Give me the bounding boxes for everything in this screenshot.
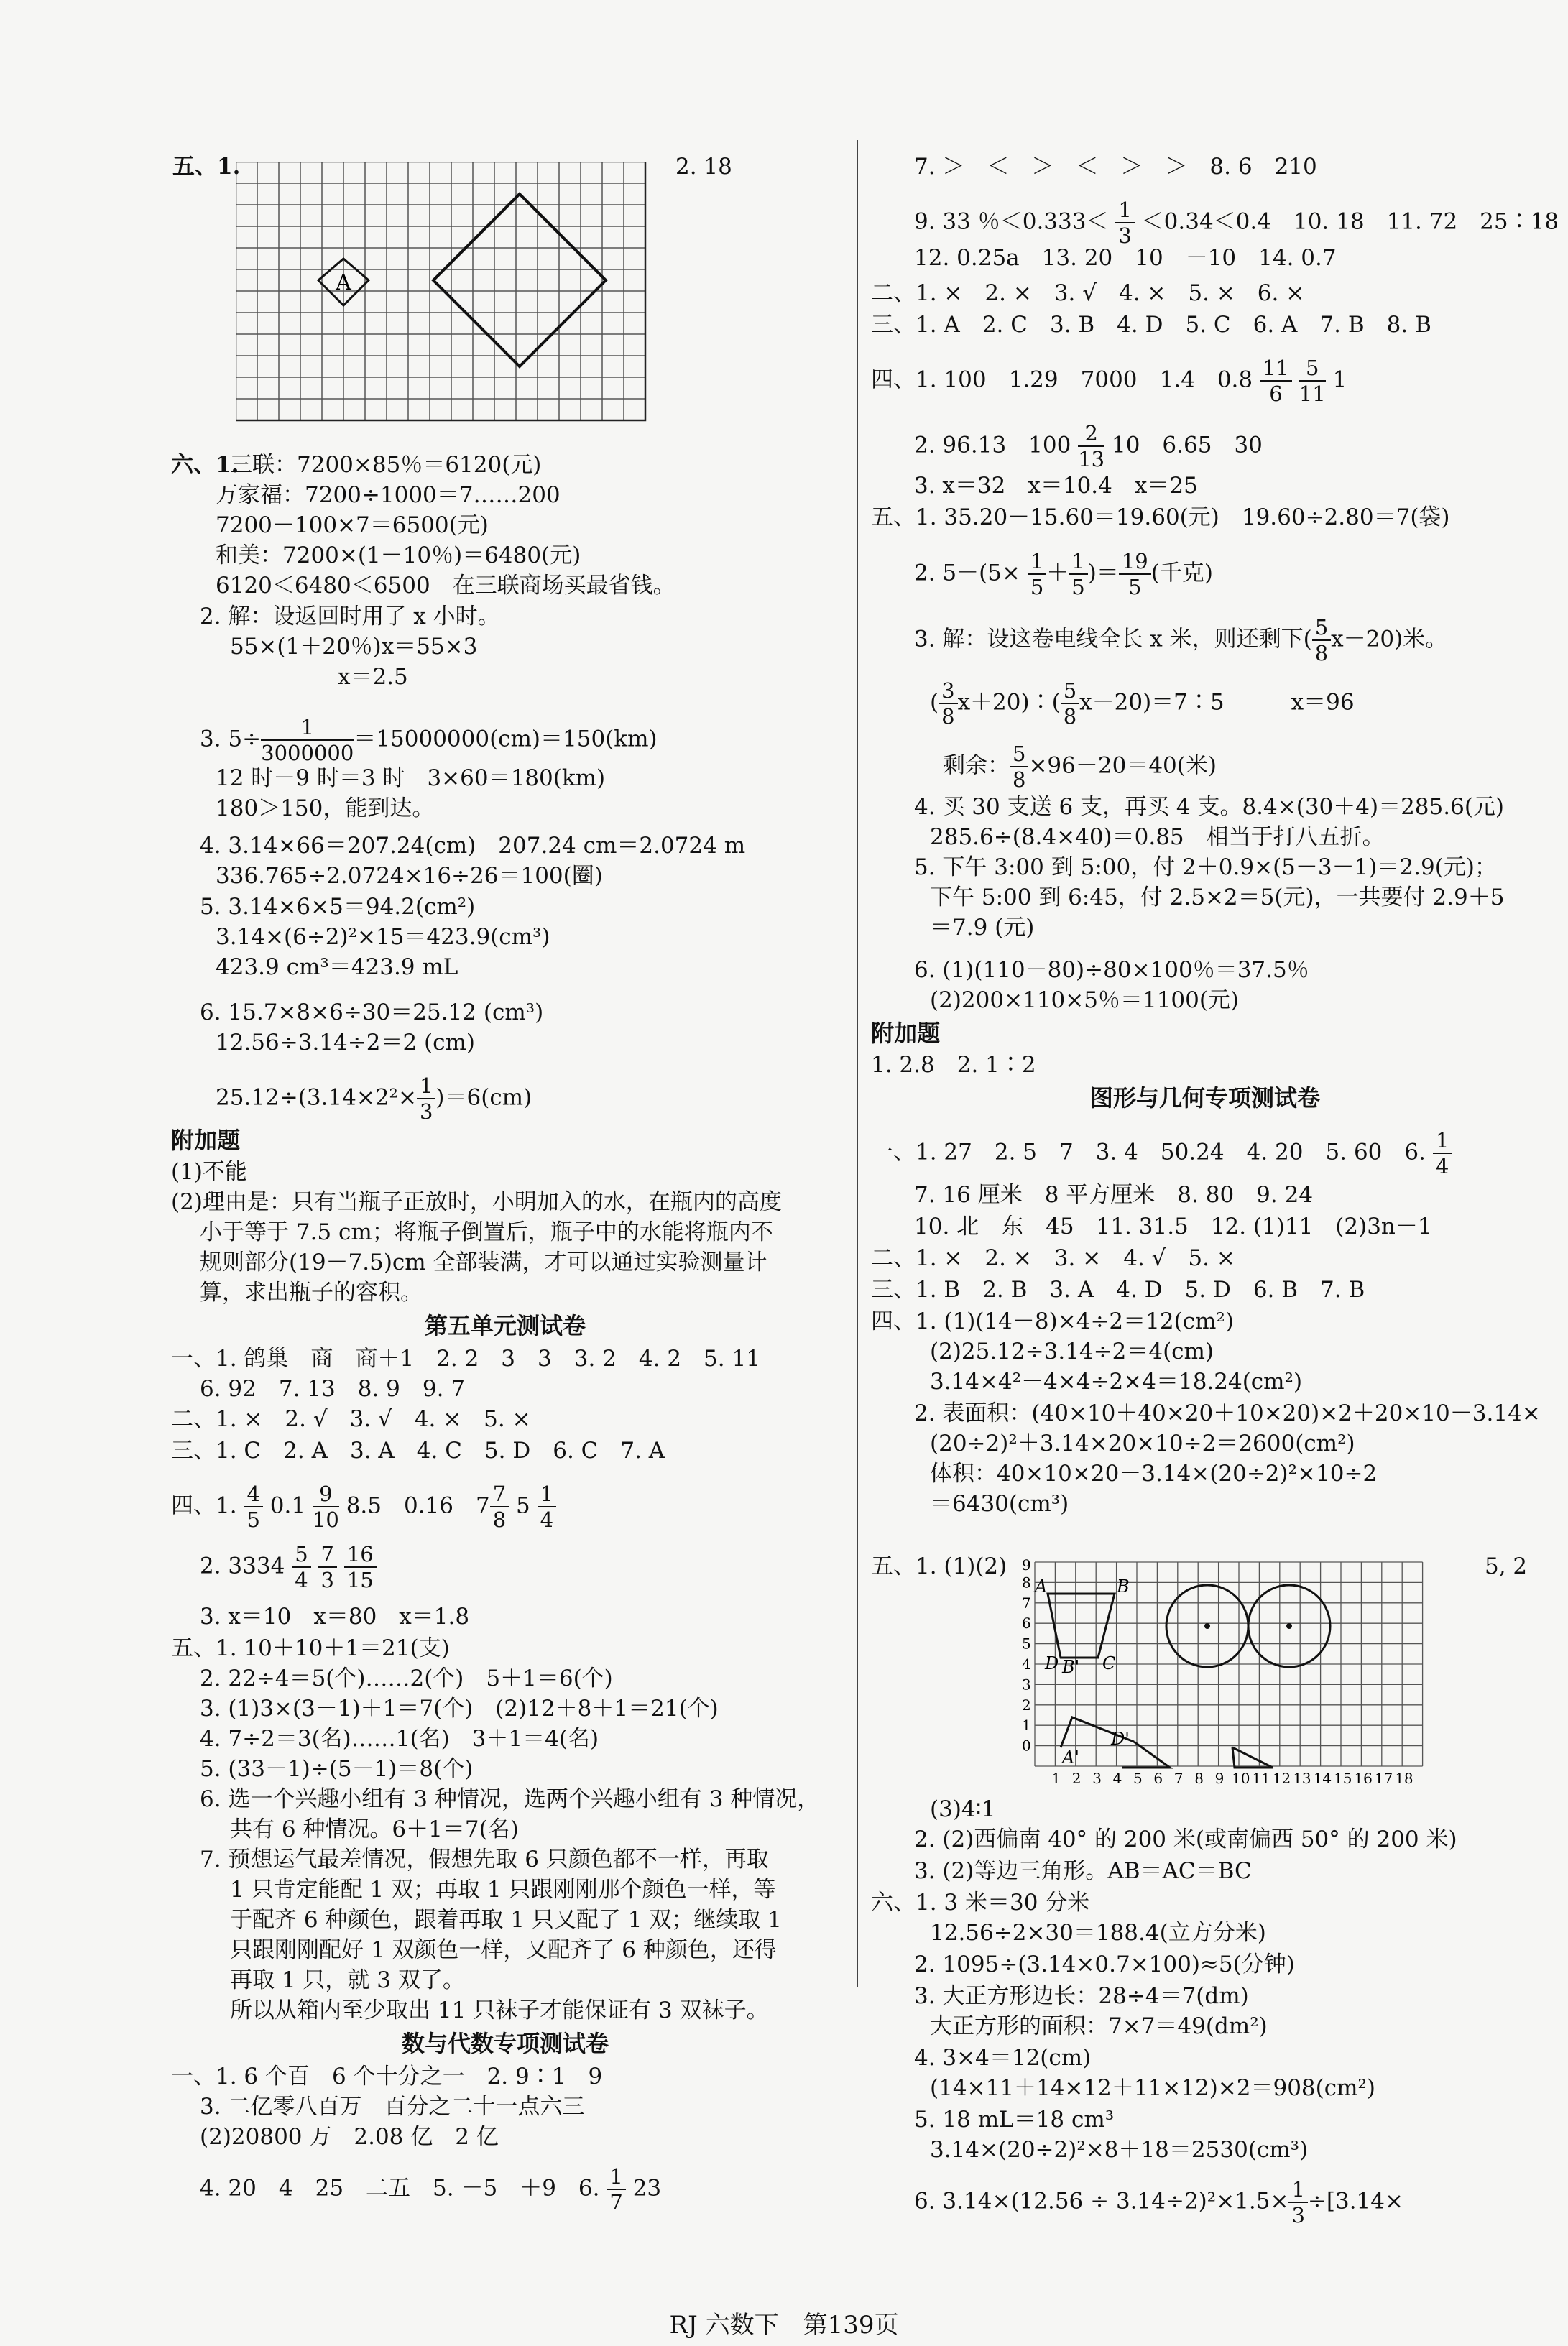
geo-vi4a: 4. 3×4＝12(cm): [914, 2045, 1092, 2071]
label-c: C: [1102, 1653, 1116, 1673]
r-v1: 五、1. 35.20－15.60＝19.60(元) 19.60÷2.80＝7(袋): [871, 504, 1450, 530]
y-tick-label: 9: [1022, 1556, 1031, 1574]
unit5-v6a: 6. 选一个兴趣小组有 3 种情况，选两个兴趣小组有 3 种情况，: [200, 1786, 820, 1812]
geo-iv2d: ＝6430(cm³): [930, 1491, 1069, 1517]
s6-q6a: 6. 15.7×8×6÷30＝25.12 (cm³): [200, 999, 544, 1025]
geo-v-label: 五、1. (1)(2): [871, 1553, 1007, 1579]
s6-l5: 6120＜6480＜6500 在三联商场买最省钱。: [216, 573, 675, 599]
y-tick-label: 3: [1022, 1676, 1031, 1694]
r-extra: 1. 2.8 2. 1∶2: [871, 1052, 1036, 1078]
s6-l4: 和美：7200×(1－10％)＝6480(元): [216, 542, 581, 568]
y-tick-label: 6: [1022, 1615, 1031, 1632]
geo-i1: 一、1. 27 2. 5 7 3. 4 50.24 4. 20 5. 60 6. $\frac{1}{4}$: [871, 1128, 1452, 1178]
unit5-iv2: 2. 3334 $\frac{5}{4}$ $\frac{7}{3}$ $\frac{16}{15}$: [200, 1542, 377, 1592]
unit5-iv1: 四、1. $\frac{4}{5}$ 0.1 $\frac{9}{10}$ 8.5 0.16 7 $\frac{7}{8}$ 5 $\frac{1}{4}$: [171, 1482, 556, 1532]
r-v3c: 剩余： $\frac{5}{8}$ ×96－20＝40(米): [943, 742, 1217, 792]
geo-vi1b: 12.56÷2×30＝188.4(立方分米): [930, 1920, 1266, 1946]
unit5-i1: 一、1. 鸽巢 商 商＋1 2. 2 3 3 3. 2 4. 2 5. 11: [171, 1346, 760, 1372]
r-v4a: 4. 买 30 支送 6 支，再买 4 支。8.4×(30＋4)＝285.6(元): [914, 794, 1505, 820]
s6-q2a: 2. 解：设返回时用了 x 小时。: [200, 604, 500, 629]
circle-right-center: [1286, 1623, 1292, 1629]
fraction: $\frac{1}{3000000}$: [261, 715, 354, 765]
unit5-v7b: 1 只肯定能配 1 双；再取 1 只跟刚刚那个颜色一样，等: [230, 1877, 776, 1903]
s6-q4b: 336.765÷2.0724×16÷26＝100(圈): [216, 863, 603, 889]
x-tick-label: 8: [1194, 1770, 1204, 1787]
extra-l4: 规则部分(19－7.5)cm 全部装满，才可以通过实验测量计: [200, 1250, 767, 1275]
x-tick-label: 14: [1313, 1770, 1332, 1787]
geo-v2: 2. (2)西偏南 40° 的 200 米(或南偏西 50° 的 200 米): [914, 1827, 1457, 1852]
unit5-i2: 6. 92 7. 13 8. 9 9. 7: [200, 1376, 466, 1402]
geo-ii: 二、1. × 2. × 3. × 4. √ 5. ×: [871, 1245, 1235, 1271]
grid-lines: [236, 162, 645, 420]
unit5-v4: 4. 7÷2＝3(名)……1(名) 3＋1＝4(名): [200, 1726, 599, 1752]
s6-q2b: 55×(1＋20％)x＝55×3: [230, 634, 478, 660]
s6-q3c: 180＞150，能到达。: [216, 795, 435, 821]
x-tick-label: 1: [1051, 1770, 1061, 1787]
label-d: D: [1045, 1653, 1059, 1673]
geo-iv2b: (20÷2)²＋3.14×20×10÷2＝2600(cm²): [930, 1431, 1355, 1456]
s6-label: 六、1.: [171, 452, 239, 478]
s6-q5b: 3.14×(6÷2)²×15＝423.9(cm³): [216, 924, 550, 950]
x-tick-label: 5: [1133, 1770, 1143, 1787]
y-tick-label: 1: [1022, 1717, 1031, 1735]
x-tick-label: 2: [1071, 1770, 1082, 1787]
x-tick-label: 6: [1153, 1770, 1163, 1787]
s6-q5a: 5. 3.14×6×5＝94.2(cm²): [200, 894, 476, 920]
section-5-label: 五、1.: [172, 154, 241, 180]
geo-iv1c: 3.14×4²－4×4÷2×4＝18.24(cm²): [930, 1369, 1303, 1395]
label-a: A: [1035, 1576, 1048, 1597]
x-tick-label: 3: [1092, 1770, 1102, 1787]
y-tick-label: 2: [1022, 1696, 1031, 1714]
geo-title: 图形与几何专项测试卷: [1089, 1084, 1320, 1112]
x-tick-label: 12: [1272, 1770, 1291, 1787]
geo-vi6: 6. 3.14×(12.56 ÷ 3.14÷2)²×1.5× $\frac{1}{3}$ ÷[3.14×: [914, 2177, 1403, 2227]
algebra-i3b: (2)20800 万 2.08 亿 2 亿: [200, 2124, 499, 2150]
geo-iv2c: 体积：40×10×20－3.14×(20÷2)²×10÷2: [930, 1461, 1378, 1487]
s6-l3: 7200－100×7＝6500(元): [216, 512, 489, 538]
s6-q6b: 12.56÷3.14÷2＝2 (cm): [216, 1030, 475, 1056]
algebra-i3a: 3. 二亿零八百万 百分之二十一点六三: [200, 2094, 585, 2120]
r-iii: 三、1. A 2. C 3. B 4. D 5. C 6. A 7. B 8. B: [871, 312, 1431, 338]
unit5-v3: 3. (1)3×(3－1)＋1＝7(个) (2)12＋8＋1＝21(个): [200, 1696, 719, 1722]
coordinate-grid-figure: [1005, 1552, 1472, 1789]
r-v5c: ＝7.9 (元): [930, 915, 1035, 941]
unit5-title: 第五单元测试卷: [424, 1312, 586, 1339]
s6-q6c: 25.12÷(3.14×2²× $\frac{1}{3}$ )＝6(cm): [216, 1073, 532, 1124]
unit5-v2: 2. 22÷4＝5(个)……2(个) 5＋1＝6(个): [200, 1666, 613, 1691]
algebra-title: 数与代数专项测试卷: [401, 2030, 609, 2057]
geo-vi3b: 大正方形的面积：7×7＝49(dm²): [930, 2013, 1268, 2039]
extra-l5: 算，求出瓶子的容积。: [200, 1280, 423, 1306]
unit5-v6b: 共有 6 种情况。6＋1＝7(名): [230, 1816, 519, 1842]
label-b: B: [1117, 1576, 1130, 1597]
geo-vi1a: 六、1. 3 米＝30 分米: [871, 1890, 1090, 1916]
x-tick-label: 16: [1354, 1770, 1373, 1787]
x-tick-label: 10: [1232, 1770, 1250, 1787]
s6-l1: 三联：7200×85％＝6120(元): [230, 452, 542, 478]
geo-iv1b: (2)25.12÷3.14÷2＝4(cm): [930, 1339, 1214, 1364]
y-tick-label: 7: [1022, 1594, 1031, 1612]
x-tick-label: 18: [1395, 1770, 1413, 1787]
x-tick-label: 4: [1112, 1770, 1122, 1787]
algebra-i4: 4. 20 4 25 二五 5. －5 ＋9 6. $\frac{1}{7}$ 23: [200, 2164, 662, 2215]
r-extra-title: 附加题: [871, 1020, 941, 1047]
geo-vi3a: 3. 大正方形边长：28÷4＝7(dm): [914, 1983, 1249, 2009]
extra-title-left: 附加题: [171, 1127, 241, 1154]
geo-v3: 3. (2)等边三角形。AB＝AC＝BC: [914, 1858, 1252, 1884]
unit5-v7d: 只跟刚刚配好 1 双颜色一样，又配齐了 6 种颜色，还得: [230, 1937, 777, 1963]
extra-l3: 小于等于 7.5 cm；将瓶子倒置后，瓶子中的水能将瓶内不: [200, 1219, 773, 1245]
r-v3b: ( $\frac{3}{8}$ x＋20)∶( $\frac{5}{8}$ x－20)＝7∶5 x＝96: [930, 678, 1355, 729]
r-v5a: 5. 下午 3:00 到 5:00，付 2＋0.9×(5－3－1)＝2.9(元)；: [914, 854, 1497, 880]
geo-i10: 10. 北 东 45 11. 31.5 12. (1)11 (2)3n－1: [914, 1214, 1432, 1239]
geo-i7: 7. 16 厘米 8 平方厘米 8. 80 9. 24: [914, 1182, 1314, 1208]
geo-iii: 三、1. B 2. B 3. A 4. D 5. D 6. B 7. B: [871, 1277, 1365, 1303]
algebra-i1: 一、1. 6 个百 6 个十分之一 2. 9∶1 9: [171, 2064, 603, 2089]
y-tick-label: 8: [1022, 1574, 1031, 1592]
label-bp: B': [1062, 1657, 1080, 1677]
x-tick-label: 7: [1173, 1770, 1184, 1787]
s6-q4a: 4. 3.14×66＝207.24(cm) 207.24 cm＝2.0724 m: [200, 833, 746, 859]
y-tick-label: 5: [1022, 1635, 1031, 1653]
unit5-iii: 三、1. C 2. A 3. A 4. C 5. D 6. C 7. A: [171, 1438, 665, 1464]
r-iv3: 3. x＝32 x＝10.4 x＝25: [914, 473, 1198, 499]
r-v6b: (2)200×110×5％＝1100(元): [930, 987, 1240, 1013]
s6-l2: 万家福：7200÷1000＝7……200: [216, 482, 561, 508]
fraction: $\frac{1}{3}$: [417, 1073, 435, 1124]
r-l9: 9. 33 ％＜0.333＜ $\frac{1}{3}$ ＜0.34＜0.4 10. 18 11. 72 25∶18: [914, 198, 1559, 248]
r-iv1: 四、1. 100 1.29 7000 1.4 0.8 $\frac{11}{6}$ $\frac{5}{11}$ 1: [871, 356, 1347, 406]
r-v5b: 下午 5:00 到 6:45，付 2.5×2＝5(元)，一共要付 2.9＋5: [930, 885, 1505, 910]
unit5-v7a: 7. 预想运气最差情况，假想先取 6 只颜色都不一样，再取: [200, 1847, 769, 1872]
r-l12: 12. 0.25a 13. 20 10 －10 14. 0.7: [914, 245, 1337, 271]
unit5-v1: 五、1. 10＋10＋1＝21(支): [171, 1635, 450, 1661]
extra-l2: (2)理由是：只有当瓶子正放时，小明加入的水，在瓶内的高度: [171, 1189, 782, 1215]
s6-q3a: 3. 5÷ $\frac{1}{3000000}$ ＝15000000(cm)＝150(km): [200, 715, 658, 765]
unit5-iv3: 3. x＝10 x＝80 x＝1.8: [200, 1604, 470, 1630]
r-l7: 7. ＞ ＜ ＞ ＜ ＞ ＞ 8. 6 210: [914, 154, 1317, 180]
r-iv2: 2. 96.13 100 $\frac{2}{13}$ 10 6.65 30: [914, 421, 1263, 471]
label-ap: A': [1062, 1747, 1079, 1768]
extra-l1: (1)不能: [171, 1159, 247, 1185]
circle-left-center: [1204, 1623, 1210, 1629]
unit5-v5: 5. (33－1)÷(5－1)＝8(个): [200, 1756, 474, 1782]
s6-q2c: x＝2.5: [338, 664, 408, 690]
y-tick-label: 4: [1022, 1655, 1031, 1673]
large-square: [433, 194, 606, 366]
s6-q3b: 12 时－9 时＝3 时 3×60＝180(km): [216, 765, 606, 791]
unit5-v7f: 所以从箱内至少取出 11 只袜子才能保证有 3 双袜子。: [230, 1998, 769, 2023]
x-tick-label: 17: [1374, 1770, 1393, 1787]
x-tick-label: 13: [1293, 1770, 1311, 1787]
y-tick-label: 0: [1022, 1737, 1031, 1755]
r-v6a: 6. (1)(110－80)÷80×100％＝37.5％: [914, 957, 1309, 983]
geo-iv1a: 四、1. (1)(14－8)×4÷2＝12(cm²): [871, 1308, 1234, 1334]
label-dp: D': [1111, 1729, 1130, 1749]
x-tick-label: 11: [1252, 1770, 1270, 1787]
r-v2: 2. 5－(5× $\frac{1}{5}$ ＋ $\frac{1}{5}$ )＝ $\frac{19}{5}$ (千克): [914, 549, 1213, 599]
r-ii: 二、1. × 2. × 3. √ 4. × 5. × 6. ×: [871, 280, 1305, 306]
geo-vi5a: 5. 18 mL＝18 cm³: [914, 2107, 1115, 2133]
column-divider: [857, 140, 858, 1987]
x-tick-label: 15: [1334, 1770, 1352, 1787]
unit5-v7e: 再取 1 只，就 3 双了。: [230, 1967, 465, 1993]
unit5-v7c: 于配齐 6 种颜色，跟着再取 1 只又配了 1 双；继续取 1: [230, 1907, 782, 1933]
s6-q5c: 423.9 cm³＝423.9 mL: [216, 954, 458, 980]
shape-label-a: A: [336, 270, 351, 295]
unit5-ii: 二、1. × 2. √ 3. √ 4. × 5. ×: [171, 1406, 531, 1432]
geo-vi2: 2. 1095÷(3.14×0.7×100)≈5(分钟): [914, 1952, 1295, 1977]
section-5-q2: 2. 18: [675, 154, 732, 180]
geo-iv2a: 2. 表面积：(40×10＋40×20＋10×20)×2＋20×10－3.14×: [914, 1400, 1541, 1426]
geo-v-side: 5, 2: [1485, 1553, 1528, 1579]
geo-vi4b: (14×11＋14×12＋11×12)×2＝908(cm²): [930, 2075, 1376, 2101]
square-grid-figure: [236, 162, 652, 424]
x-tick-label: 9: [1214, 1770, 1225, 1787]
geo-vi5b: 3.14×(20÷2)²×8＋18＝2530(cm³): [930, 2137, 1309, 2163]
geo-v-ratio: (3)4∶1: [930, 1796, 996, 1822]
page-footer: RJ 六数下 第139页: [669, 2311, 899, 2340]
r-v3: 3. 解：设这卷电线全长 x 米，则还剩下( $\frac{5}{8}$ x－20)米。: [914, 615, 1448, 665]
r-v4b: 285.6÷(8.4×40)＝0.85 相当于打八五折。: [930, 824, 1385, 850]
